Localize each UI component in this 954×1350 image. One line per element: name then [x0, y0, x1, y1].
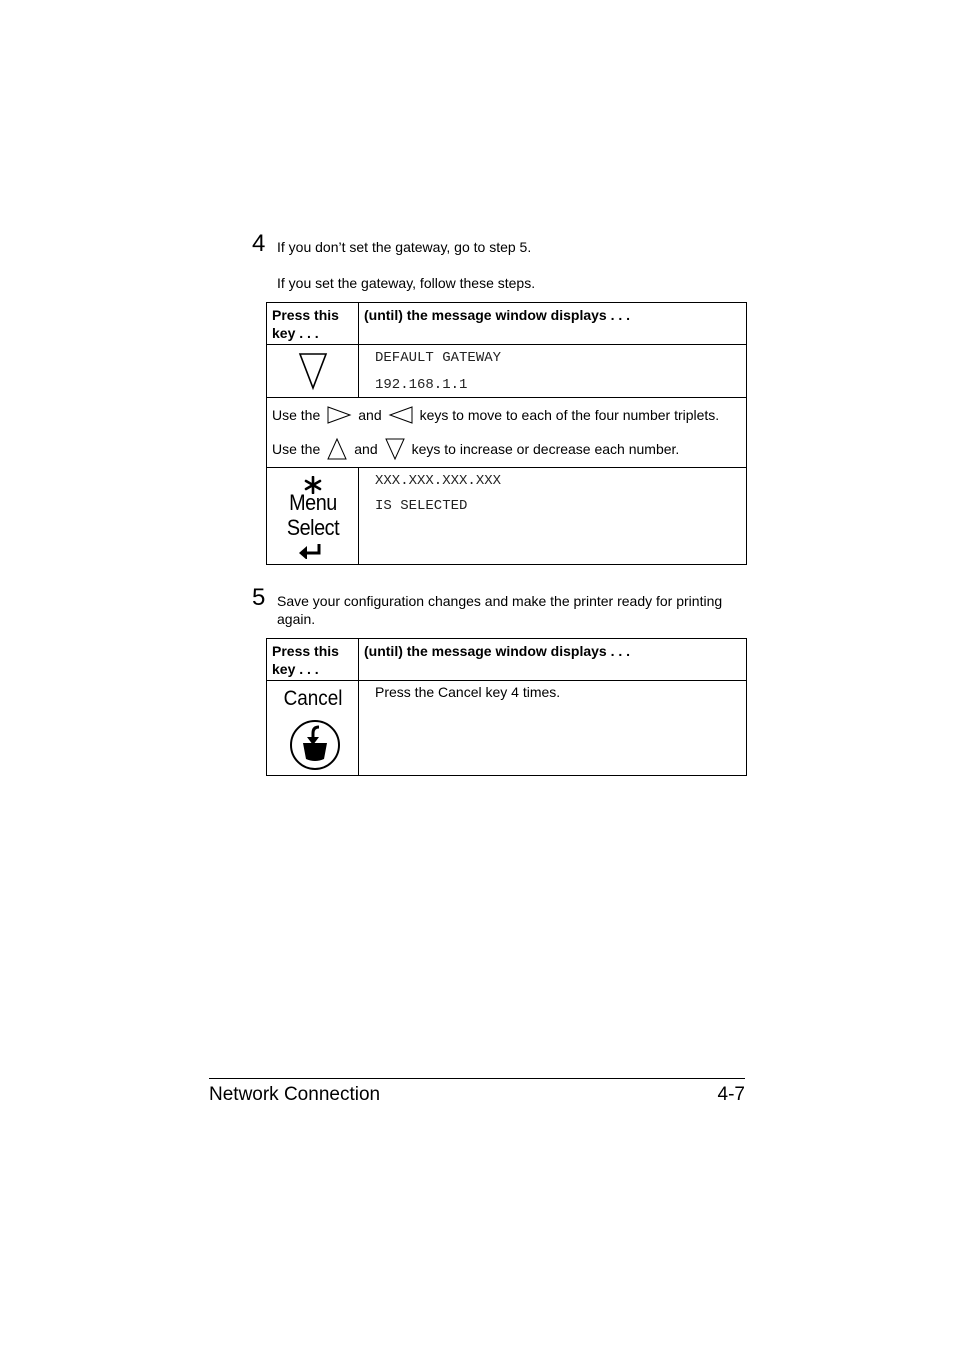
message-line: IS SELECTED [375, 498, 468, 514]
instruction-text: Use the [272, 441, 321, 457]
down-arrow-key-icon [297, 351, 329, 391]
message-cell [359, 345, 747, 398]
step-text: If you don’t set the gateway, go to step 5. [277, 239, 532, 255]
select-key-label: Select [286, 515, 340, 540]
step-number: 4 [252, 230, 266, 257]
message-cell [359, 681, 747, 776]
menu-select-key [267, 468, 358, 563]
instruction-text: Use the [272, 407, 321, 423]
menu-key-label: Menu [289, 490, 337, 515]
message-line: 192.168.1.1 [375, 377, 468, 393]
key-table-cancel [266, 638, 747, 776]
instruction-cell [267, 398, 747, 468]
left-arrow-key-icon [388, 405, 414, 425]
cancel-key-label: Cancel [283, 687, 343, 710]
cancel-icon [289, 719, 341, 771]
message-line: DEFAULT GATEWAY [375, 350, 502, 366]
instruction-text: keys to move to each of the four number triplets. [419, 407, 720, 423]
step-number: 5 [252, 584, 266, 611]
message-cell [359, 468, 747, 565]
message-line: Press the Cancel key 4 times. [375, 684, 561, 700]
column-header-message: (until) the message window displays . . . [359, 303, 747, 345]
page-footer [209, 1078, 745, 1105]
message-line: XXX.XXX.XXX.XXX [375, 473, 502, 489]
instruction-line [272, 398, 741, 432]
instruction-text: and [358, 407, 382, 423]
cancel-key [267, 681, 358, 774]
footer-section-title: Network Connection [209, 1084, 381, 1105]
key-cell [267, 345, 359, 398]
up-arrow-key-icon [326, 437, 348, 461]
enter-arrow-icon [298, 543, 324, 559]
instruction-text: keys to increase or decrease each number. [411, 441, 680, 457]
step-text: Save your configuration changes and make the printer ready for printing again. [277, 593, 723, 627]
key-cell [267, 681, 359, 776]
instruction-line [272, 432, 741, 466]
instruction-text: and [354, 441, 378, 457]
key-table-gateway [266, 302, 747, 565]
footer-page-number: 4-7 [717, 1084, 745, 1105]
down-arrow-key-icon [384, 437, 406, 461]
column-header-key: Press this key . . . [267, 303, 359, 345]
step-text: If you set the gateway, follow these steps. [277, 275, 536, 291]
right-arrow-key-icon [326, 405, 352, 425]
key-cell [267, 468, 359, 565]
column-header-key: Press this key . . . [267, 639, 359, 681]
column-header-message: (until) the message window displays . . . [359, 639, 747, 681]
